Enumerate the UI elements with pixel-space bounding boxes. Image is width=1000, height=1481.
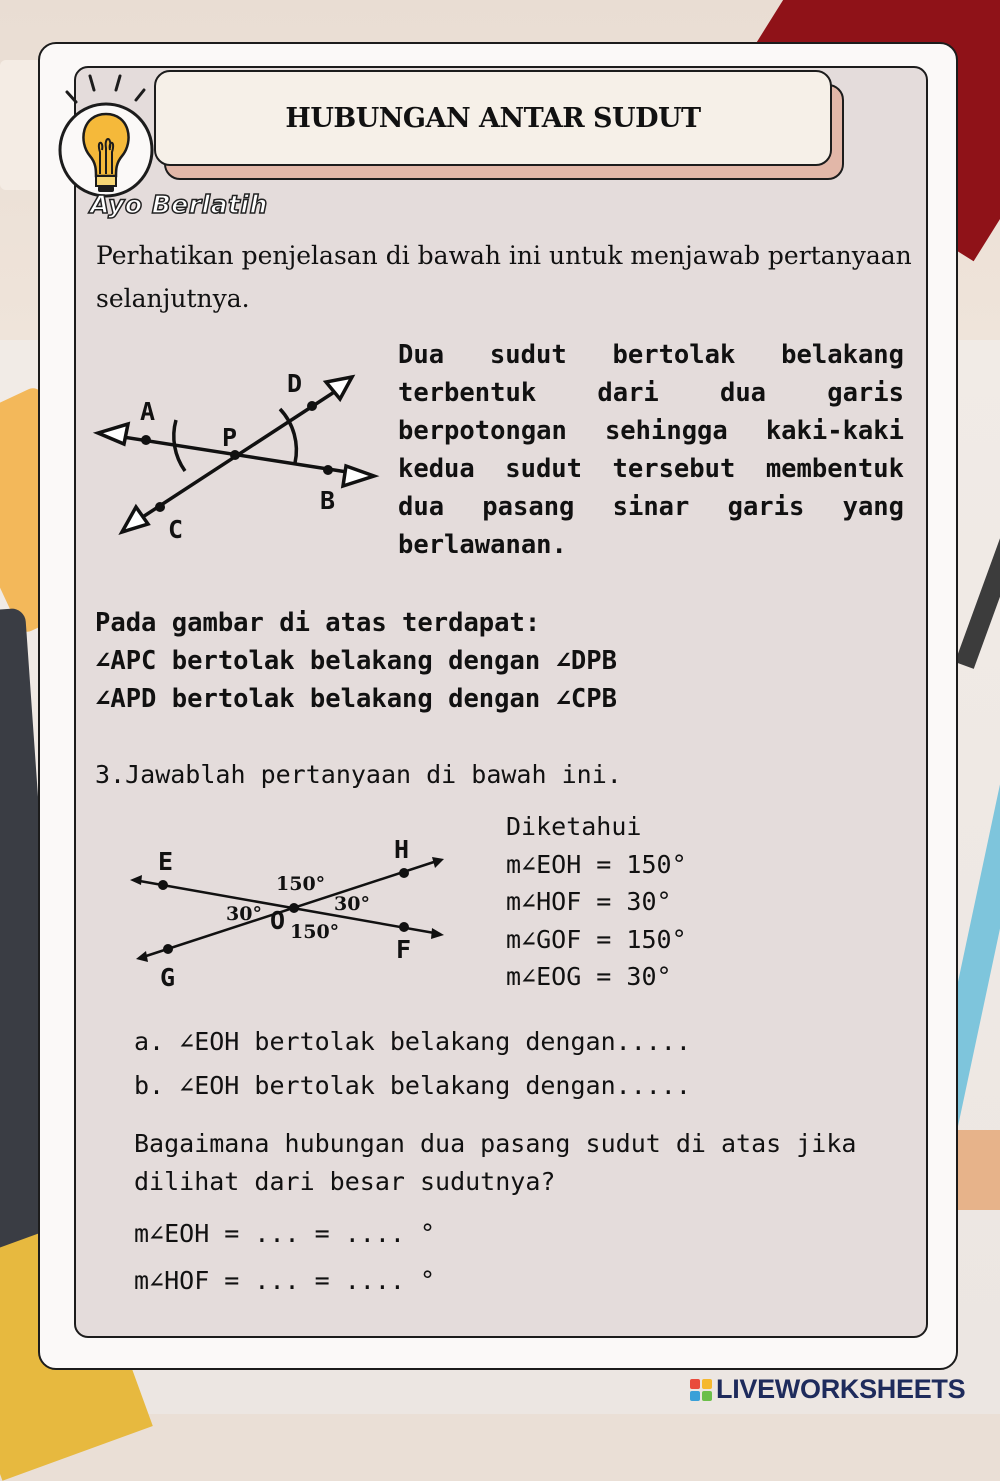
angle-label-top: 150° <box>276 873 326 895</box>
definition-text: Dua sudut bertolak belakang terbentuk dari dua garis berpotongan sehingga kaki-kaki kedua sudut tersebut membentuk dua pasang sinar garis yang berlawanan. <box>398 340 904 560</box>
subquestion-b[interactable]: b. ∠EOH bertolak belakang dengan..... <box>134 1071 691 1100</box>
observation-line-1: ∠APC bertolak belakang dengan ∠DPB <box>95 646 617 676</box>
observation-line-2: ∠APD bertolak belakang dengan ∠CPB <box>95 684 617 714</box>
subquestions <box>134 1020 691 1108</box>
intro-instruction: Perhatikan penjelasan di bawah ini untuk menjawab pertanyaan selanjutnya. <box>96 241 912 313</box>
subquestion-a[interactable]: a. ∠EOH bertolak belakang dengan..... <box>134 1027 691 1056</box>
relationship-question: Bagaimana hubungan dua pasang sudut di atas jika dilihat dari besar sudutnya? <box>134 1129 857 1196</box>
figure-vertical-angles <box>90 362 390 552</box>
brand-text: LIVEWORKSHEETS <box>716 1374 966 1404</box>
answer-line-1[interactable]: m∠EOH = ... = .... ° <box>134 1219 436 1248</box>
liveworksheets-logo[interactable] <box>690 1374 965 1405</box>
practice-badge: Ayo Berlatih <box>90 190 268 219</box>
arrowhead-c <box>122 507 148 532</box>
point-label-e: E <box>158 847 174 876</box>
liveworksheets-icon <box>690 1379 712 1401</box>
arrowhead-b <box>343 466 374 486</box>
given-line-4: m∠EOG = 30° <box>506 962 672 991</box>
observation-block <box>95 604 617 718</box>
point-label-b: B <box>320 486 336 515</box>
given-line-2: m∠HOF = 30° <box>506 887 672 916</box>
lightbulb-icon <box>52 70 172 200</box>
point-label-f: F <box>396 935 412 964</box>
point-label-g: G <box>160 963 176 992</box>
question-3-prompt: 3.Jawablah pertanyaan di bawah ini. <box>95 760 622 789</box>
decor-eraser <box>958 1130 1000 1210</box>
observation-heading: Pada gambar di atas terdapat: <box>95 608 541 638</box>
given-heading: Diketahui <box>506 812 642 841</box>
figure-intersecting-lines <box>120 830 460 1000</box>
given-line-1: m∠EOH = 150° <box>506 849 687 879</box>
answer-block <box>134 1210 435 1304</box>
arrowhead-a <box>98 424 128 444</box>
point-label-a: A <box>140 397 156 426</box>
given-line-3: m∠GOF = 150° <box>506 924 687 954</box>
point-label-d: D <box>287 369 303 398</box>
point-label-c: C <box>168 515 184 544</box>
page-title: HUBUNGAN ANTAR SUDUT <box>285 102 701 134</box>
angle-label-left: 30° <box>226 903 262 925</box>
point-label-h: H <box>394 835 410 864</box>
title-banner <box>154 70 832 166</box>
angle-label-bottom: 150° <box>290 921 340 943</box>
point-label-o: O <box>270 906 286 935</box>
answer-line-2[interactable]: m∠HOF = ... = .... ° <box>134 1266 436 1295</box>
angle-label-right: 30° <box>334 893 370 915</box>
given-block <box>506 808 687 996</box>
point-label-p: P <box>222 423 238 452</box>
